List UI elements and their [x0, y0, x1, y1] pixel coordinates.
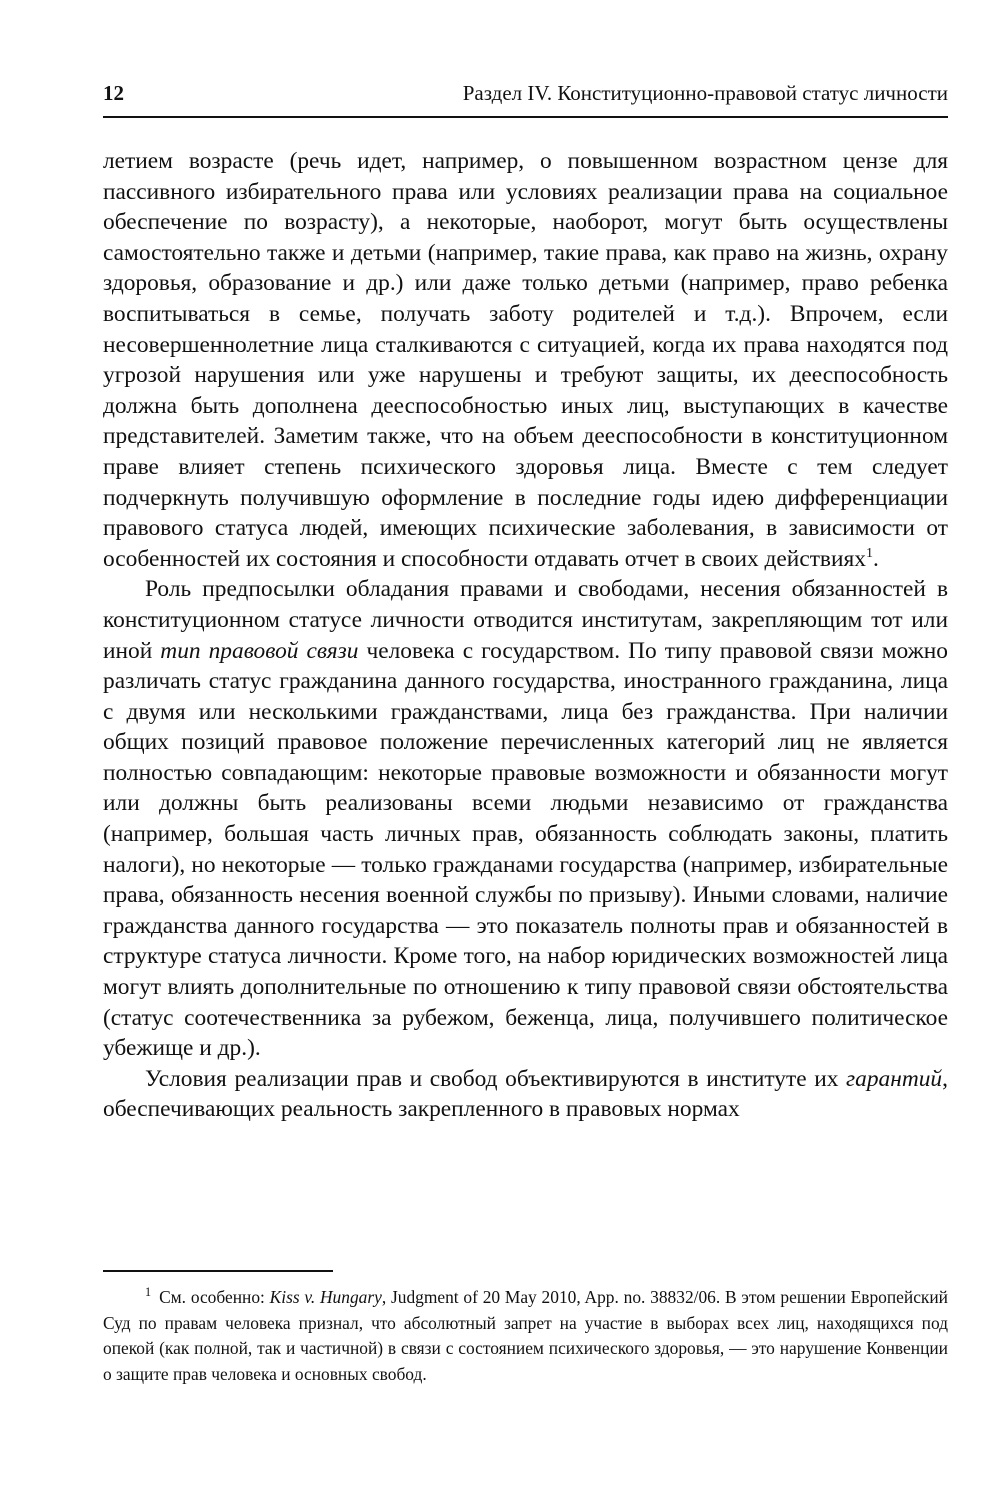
- paragraph-1-text: летием возрасте (речь идет, например, о повышенном возрастном цензе для пассивного избирательного права или условиях реализации права на социальное обеспечение по возрасту), а некоторые, наоборот, могут быть осуществлены самостоятельно также и детьми (например, такие права, как право на жизнь, охрану здоровья, образование и др.) или даже только детьми (например, право ребенка воспитываться в семье, получать заботу родителей и т.д.). Впрочем, если несовершеннолетние лица сталкиваются с ситуацией, когда их права находятся под угрозой нарушения или уже нарушены и требуют защиты, их дееспособность должна быть дополнена дееспособностью иных лиц, выступающих в качестве представителей. Заметим также, что на объем дееспособности в конституционном праве влияет степень психического здоровья лица. Вместе с тем следует подчеркнуть получившую оформление в последние годы идею дифференциации правового статуса людей, имеющих психические заболевания, в зависимости от особенностей их состояния и способности отдавать отчет в своих действиях: [103, 148, 948, 572]
- paragraph-1: [103, 146, 948, 574]
- footnote-ref[interactable]: 1: [865, 544, 873, 561]
- paragraph-2-text-a: Роль предпосылки обладания правами и свободами, несения обязанностей в конституционном статусе личности отводится институтам, закрепляющим тот или иной: [103, 576, 948, 664]
- footnote-text-b: , Judgment of 20 May 2010, App. no. 38832/06. В этом решении Европейский Суд по правам человека признал, что абсолютный запрет на участие в выборах всех лиц, находящихся под опекой (как полной, так и частичной) в связи с состоянием психического здоровья, — это нарушение Конвенции о защите прав человека и основных свобод.: [103, 1287, 948, 1384]
- header-rule: [103, 116, 948, 118]
- paragraph-3-emphasis: гарантий: [846, 1065, 943, 1092]
- footnote-rule: [103, 1270, 333, 1272]
- paragraph-3-text-b: , обеспечивающих реальность закрепленного в правовых нормах: [103, 1065, 948, 1123]
- running-title: Раздел IV. Конституционно-правовой статус личности: [462, 81, 948, 105]
- running-header: [103, 78, 948, 108]
- footnote-mark: 1: [145, 1285, 152, 1300]
- paragraph-2-emphasis: тип правовой связи: [160, 637, 359, 664]
- footnote-case-name: Kiss v. Hungary: [269, 1287, 382, 1307]
- paragraph-3: [103, 1064, 948, 1125]
- paragraph-1-end: .: [872, 545, 879, 572]
- footnote: [103, 1285, 948, 1387]
- page-number: 12: [103, 81, 124, 105]
- footnote-text-a: См. особенно:: [159, 1287, 270, 1307]
- paragraph-3-text-a: Условия реализации прав и свобод объективируются в институте их: [145, 1065, 847, 1092]
- paragraph-2-text-b: человека с государством. По типу правовой связи можно различать статус гражданина данного государства, иностранного гражданина, лица с двумя или несколькими гражданствами, лица без гражданства. При наличии общих позиций правовое положение перечисленных категорий лиц не является полностью совпадающим: некоторые правовые возможности и обязанности могут или должны быть реализованы всеми людьми независимо от гражданства (например, большая часть личных прав, обязанность соблюдать законы, платить налоги), но некоторые — только гражданами государства (например, избирательные права, обязанность несения военной службы по призыву). Иными словами, наличие гражданства данного государства — это показатель полноты прав и обязанностей в структуре статуса личности. Кроме того, на набор юридических возможностей лица могут влиять дополнительные по отношению к типу правовой связи обстоятельства (статус соотечественника за рубежом, беженца, лица, получившего политическое убежище и др.).: [103, 637, 948, 1062]
- body-text: [103, 146, 948, 1125]
- paragraph-2: [103, 574, 948, 1064]
